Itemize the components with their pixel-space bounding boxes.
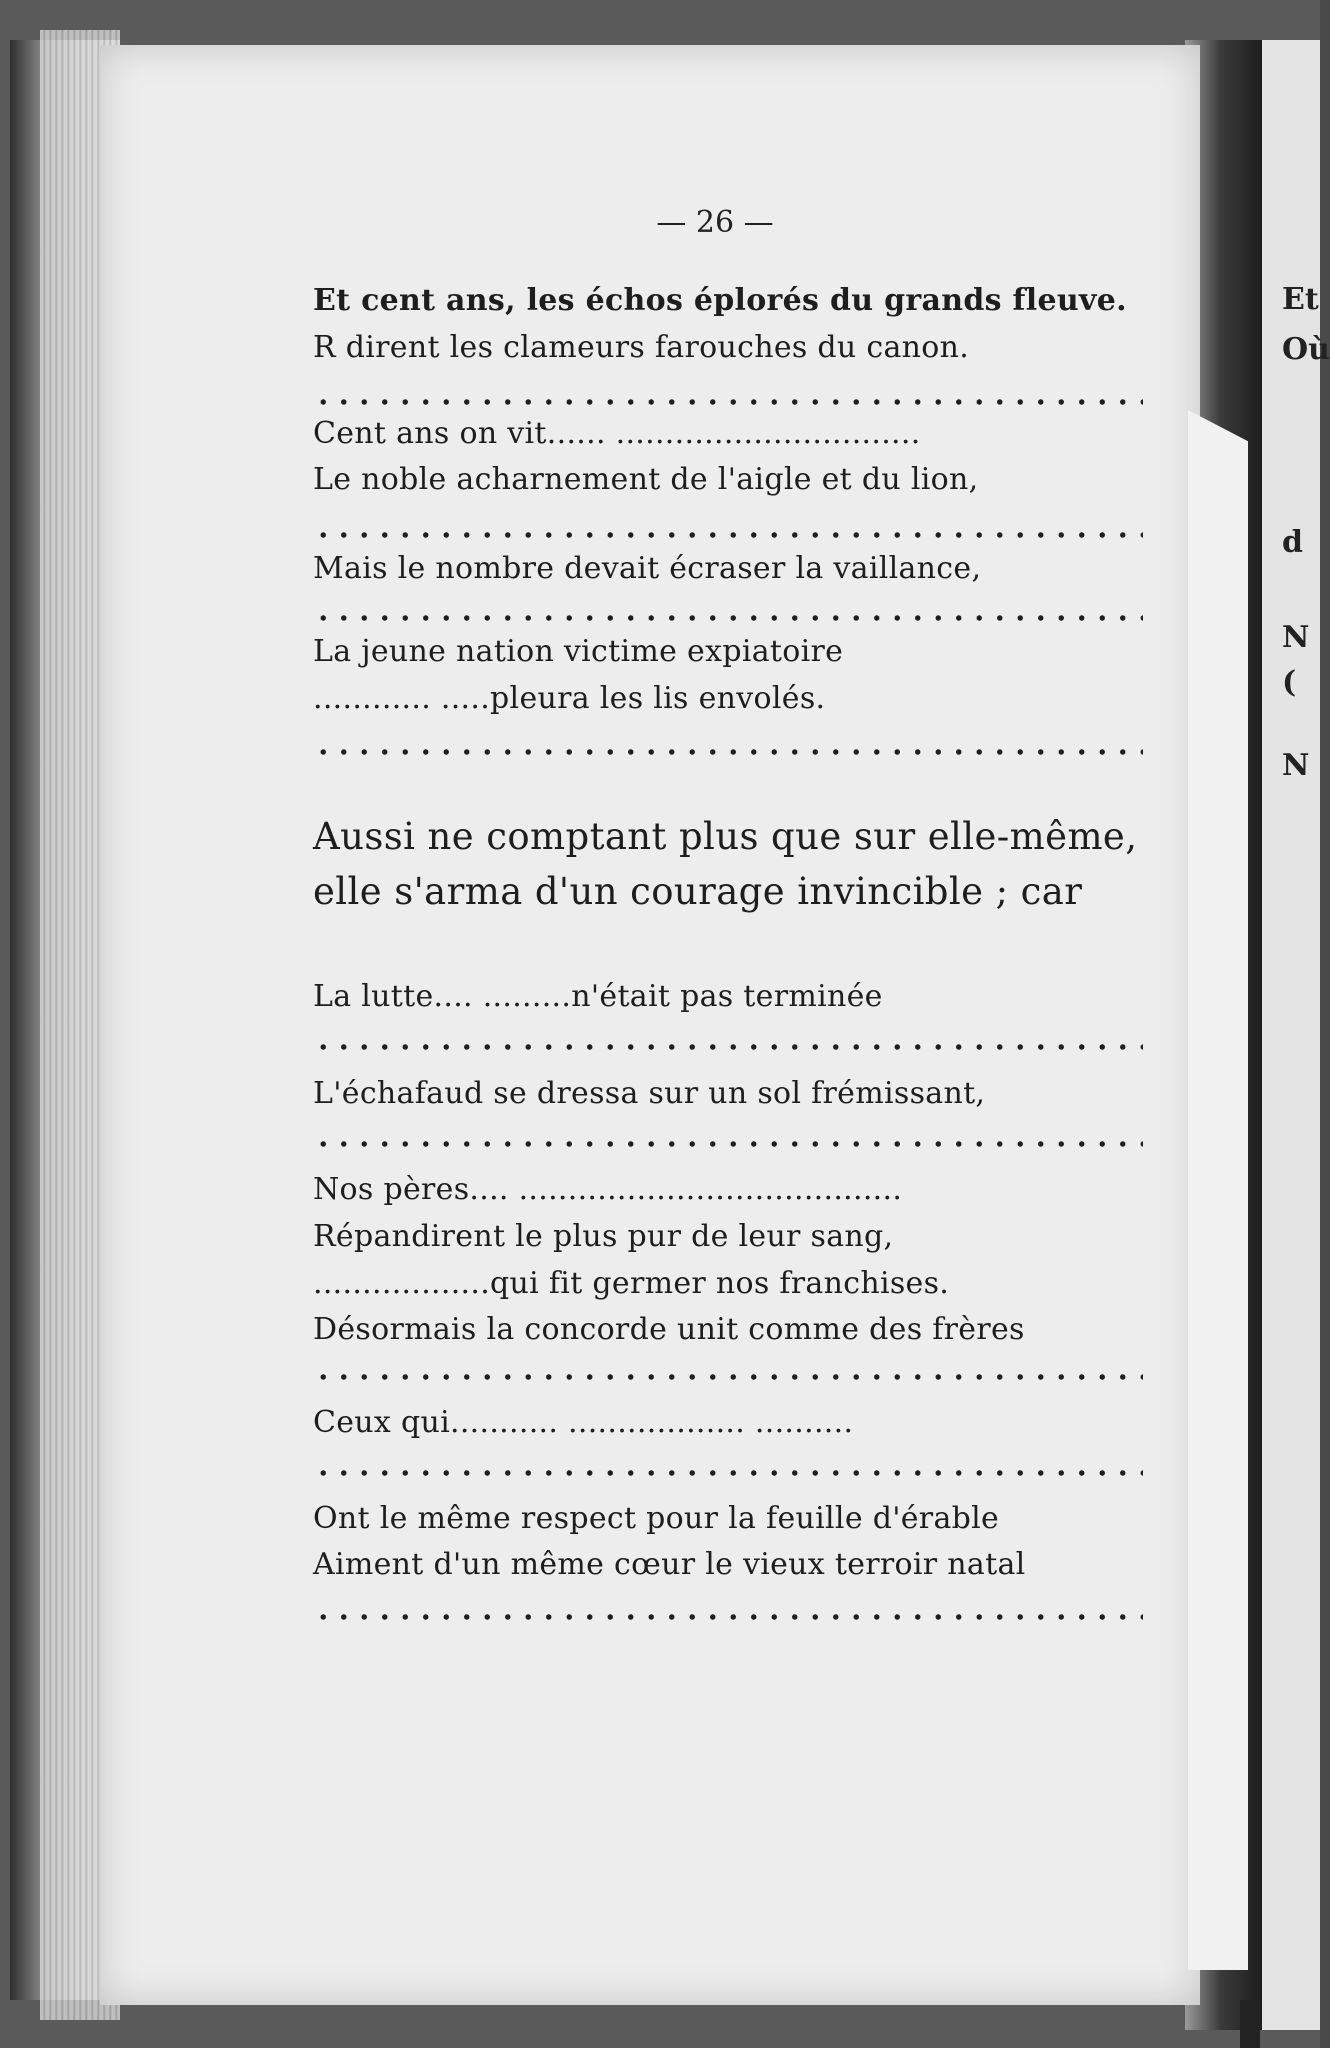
ellipsis-row — [313, 1139, 1143, 1149]
ellipsis-row — [313, 1612, 1143, 1622]
folded-page-edge — [1188, 410, 1248, 1970]
poem-line: L'échafaud se dressa sur un sol frémissant, — [313, 1076, 986, 1111]
facing-page-fragment: N — [1282, 748, 1310, 783]
prose-line: elle s'arma d'un courage invincible ; car — [313, 870, 1083, 913]
poem-line: Désormais la concorde unit comme des frères — [313, 1312, 1025, 1347]
poem-line: Nos pères.... ....................................... — [313, 1172, 903, 1207]
poem-line: Cent ans on vit...... ............................... — [313, 416, 921, 451]
facing-page-fragment: Et — [1282, 282, 1319, 317]
poem-line: ..................qui fit germer nos franchises. — [313, 1266, 950, 1301]
ellipsis-row — [313, 1468, 1143, 1478]
ellipsis-row — [313, 530, 1143, 540]
ellipsis-row — [313, 747, 1143, 757]
poem-line: La jeune nation victime expiatoire — [313, 634, 844, 669]
poem-line: Mais le nombre devait écraser la vaillance, — [313, 551, 982, 586]
poem-line: Le noble acharnement de l'aigle et du lion, — [313, 462, 979, 497]
ellipsis-row — [313, 1042, 1143, 1052]
facing-page-fragment: Où — [1282, 332, 1330, 367]
prose-line: Aussi ne comptant plus que sur elle-même, — [313, 815, 1138, 858]
poem-line: Ont le même respect pour la feuille d'érable — [313, 1501, 1000, 1536]
poem-line: Répandirent le plus pur de leur sang, — [313, 1219, 894, 1254]
poem-line: Ceux qui........... .................. .......... — [313, 1405, 854, 1440]
page-number: — 26 — — [656, 205, 774, 240]
poem-line: La lutte.... .........n'était pas terminée — [313, 979, 883, 1014]
poem-line: R dirent les clameurs farouches du canon. — [313, 330, 970, 365]
ellipsis-row — [313, 397, 1143, 407]
ellipsis-row — [313, 1372, 1143, 1382]
poem-line: ............ .....pleura les lis envolés. — [313, 681, 826, 716]
scan-artifact — [1240, 2000, 1260, 2048]
poem-line: Et cent ans, les échos éplorés du grands fleuve. — [313, 283, 1127, 318]
facing-page-fragment: ( — [1282, 665, 1297, 700]
ellipsis-row — [313, 613, 1143, 623]
poem-line: Aiment d'un même cœur le vieux terroir natal — [313, 1547, 1026, 1582]
facing-page-fragment: N — [1282, 620, 1310, 655]
facing-page-fragment: d — [1282, 525, 1303, 560]
